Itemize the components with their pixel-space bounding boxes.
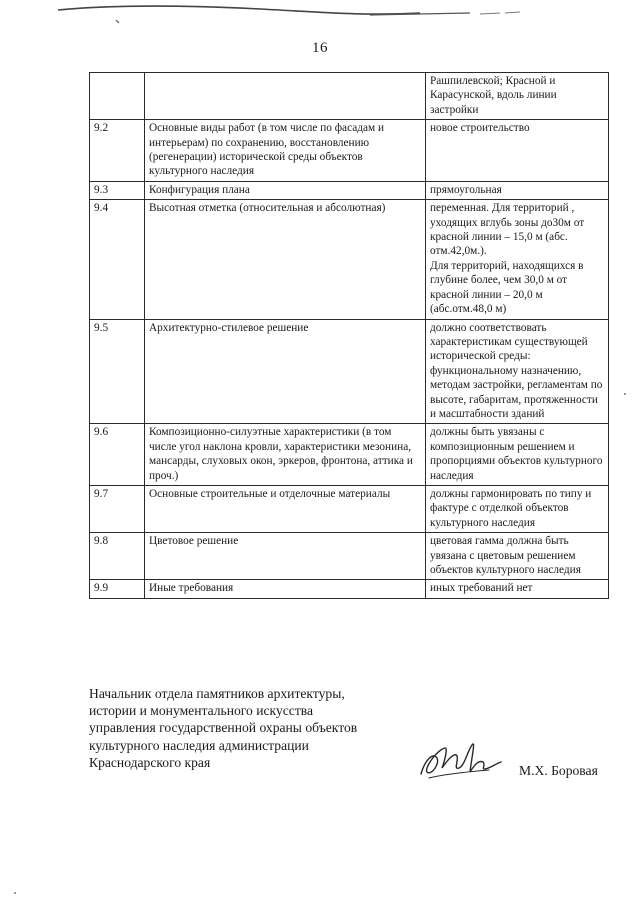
table-row	[90, 120, 609, 182]
scan-edge-mark	[0, 0, 640, 26]
parameter-name-cell: Цветовое решение	[145, 533, 426, 580]
signer-title-line: культурного наследия администрации	[89, 737, 309, 753]
signer-title-line: Начальник отдела памятников архитектуры,	[89, 686, 345, 701]
parameter-value-cell: должно соответствовать характеристикам существующей исторической среды: функциональному назначению, методам застройки, регламентам по высоте, габаритам, протяженности и масштабности зданий	[426, 319, 609, 424]
table-row	[90, 181, 609, 199]
page-number: 16	[312, 40, 328, 56]
parameter-value-cell: должны гармонировать по типу и фактуре с отделкой объектов культурного наследия	[426, 485, 609, 532]
requirements-table	[89, 72, 609, 599]
parameter-name-cell: Иные требования	[145, 580, 426, 598]
signer-title-line: Краснодарского края	[89, 754, 211, 770]
parameter-value-cell: цветовая гамма должна быть увязана с цветовым решением объектов культурного наследия	[426, 533, 609, 580]
parameter-name-cell: Архитектурно-стилевое решение	[145, 319, 426, 424]
table-row	[90, 319, 609, 424]
parameter-name-cell: Высотная отметка (относительная и абсолютная)	[145, 200, 426, 319]
row-number-cell: 9.3	[90, 181, 145, 199]
row-number-cell: 9.7	[90, 485, 145, 532]
row-number-cell: 9.8	[90, 533, 145, 580]
row-number-cell: 9.2	[90, 120, 145, 182]
row-number-cell	[90, 73, 145, 120]
scan-speck	[624, 393, 626, 395]
parameter-name-cell: Основные строительные и отделочные материалы	[145, 485, 426, 532]
row-number-cell: 9.5	[90, 319, 145, 424]
signer-name: М.Х. Боровая	[519, 763, 598, 778]
scan-speck	[14, 892, 16, 894]
parameter-value-cell: новое строительство	[426, 120, 609, 182]
table-row	[90, 73, 609, 120]
parameter-value-cell: прямоугольная	[426, 181, 609, 199]
parameter-value-cell: должны быть увязаны с композиционным решением и пропорциями объектов культурного наследия	[426, 424, 609, 486]
row-number-cell: 9.4	[90, 200, 145, 319]
handwritten-signature-icon	[415, 738, 505, 786]
table-row	[90, 424, 609, 486]
signer-title-line: управления государственной охраны объектов	[89, 720, 358, 736]
signer-title-line: истории и монументального искусства	[89, 703, 314, 719]
signature-block	[89, 685, 429, 771]
row-number-cell: 9.6	[90, 424, 145, 486]
table-row	[90, 580, 609, 598]
row-number-cell: 9.9	[90, 580, 145, 598]
table-row	[90, 533, 609, 580]
parameter-name-cell: Композиционно-силуэтные характеристики (в том числе угол наклона кровли, характеристики мезонина, мансарды, слуховых окон, эркеров, фронтона, аттика и проч.)	[145, 424, 426, 486]
parameter-value-cell: иных требований нет	[426, 580, 609, 598]
parameter-value-cell: переменная. Для территорий , уходящих вглубь зоны до30м от красной линии – 15,0 м (абс. отм.42,0м.). Для территорий, находящихся в глубине более, чем 30,0 м от красной линии – 20,0 м (абс.отм.48,0 м)	[426, 200, 609, 319]
parameter-name-cell: Конфигурация плана	[145, 181, 426, 199]
table-row	[90, 485, 609, 532]
table-row	[90, 200, 609, 319]
parameter-value-cell: Рашпилевской; Красной и Карасунской, вдоль линии застройки	[426, 73, 609, 120]
parameter-name-cell	[145, 73, 426, 120]
parameter-name-cell: Основные виды работ (в том числе по фасадам и интерьерам) по сохранению, восстановлению (регенерации) исторической среды объектов культурного наследия	[145, 120, 426, 182]
